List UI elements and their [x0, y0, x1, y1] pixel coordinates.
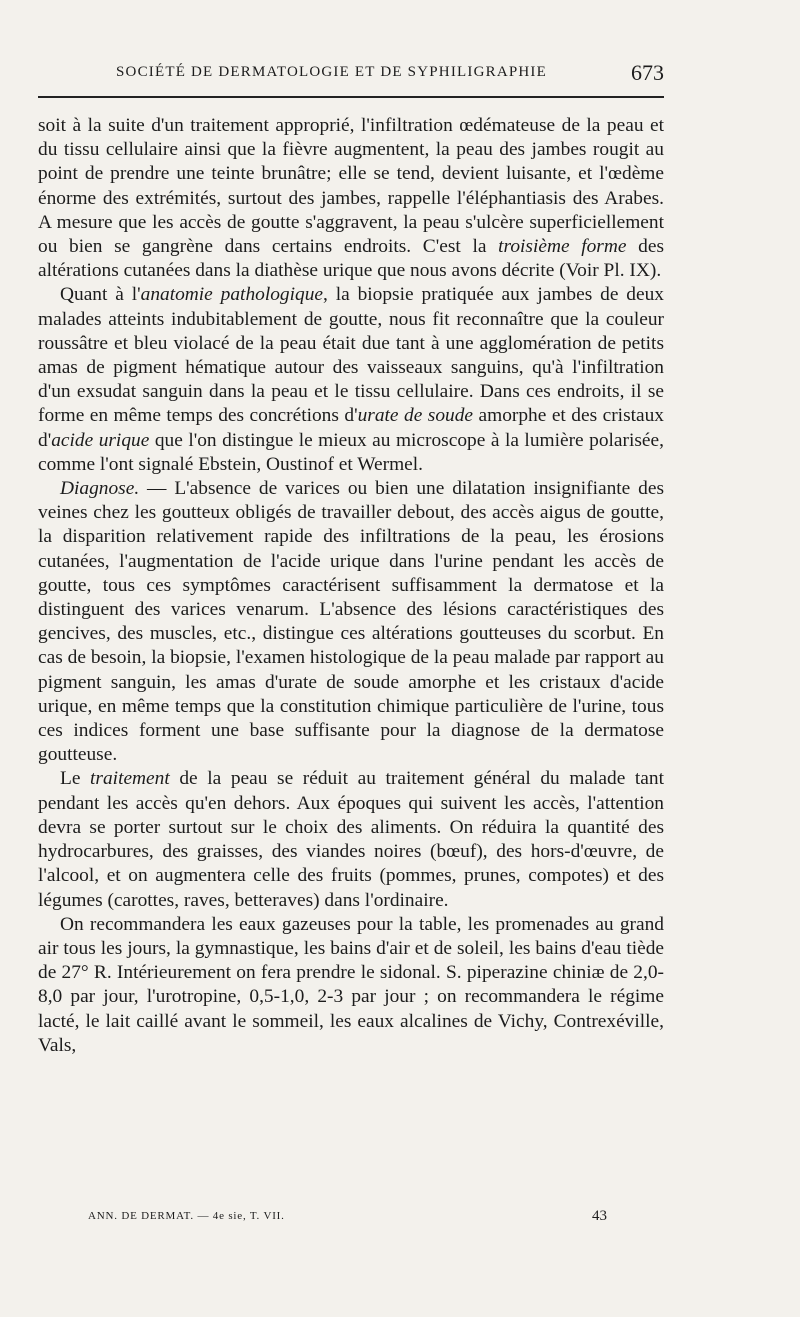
- italic-text: anatomie pathologique: [140, 284, 323, 306]
- sheet-number: 43: [592, 1208, 607, 1224]
- text-run: Le: [60, 768, 91, 790]
- paragraph-recommandations: [38, 913, 664, 1058]
- text-run: amorphe et des cristaux d': [38, 405, 665, 451]
- text-run: de la peau se réduit au traitement général du malade tant pendant les accès qu'en dehors. Aux époques qui suivent les accès, l'attention devra se porter surtout sur le choix des aliments. On réduira la quantité des hydrocarbures, des graisses, des viandes noires (bœuf), des hors-d'œuvre, de l'alcool, et on augmentera celle des fruits (pommes, prunes, compotes) et des légumes (carottes, raves, betteraves) dans l'ordinaire.: [38, 768, 664, 911]
- text-run: , la biopsie pratiquée aux jambes de deux malades atteints indubitablement de goutte, nous fit reconnaître que la couleur roussâtre et bleu violacé de la peau était due tant à une agglomération de petits amas de pigment hématique autour des vaisseaux sanguins, qu'à l'infiltration d'un exsudat sanguin dans la peau et le tissu cellulaire. Dans ces endroits, il se forme en même temps des concrétions d': [38, 284, 664, 427]
- italic-text: urate de soude: [357, 405, 474, 427]
- header-rule: [38, 96, 664, 98]
- paragraph-traitement: [38, 767, 664, 912]
- italic-text: Diagnose.: [60, 478, 140, 500]
- text-run: soit à la suite d'un traitement approprié, l'infiltration œdémateuse de la peau et du tissu cellulaire ainsi que la fièvre augmentent, la peau des jambes rougit au point de prendre une teinte brunâtre; elle se tend, devient luisante, et l'œdème énorme des extrémités, surtout des jambes, rappelle l'éléphantiasis des Arabes. A mesure que les accès de goutte s'aggravent, la peau s'ulcère superficiellement ou bien se gangrène dans certains endroits. C'est la: [38, 115, 664, 258]
- text-run: des altérations cutanées dans la diathèse urique que nous avons décrite (Voir Pl. IX).: [38, 236, 664, 282]
- running-title: SOCIÉTÉ DE DERMATOLOGIE ET DE SYPHILIGRAPHIE: [116, 64, 547, 80]
- paragraph-1: [38, 114, 664, 283]
- text-run: On recommandera les eaux gazeuses pour la table, les promenades au grand air tous les jours, la gymnastique, les bains d'air et de soleil, les bains d'eau tiède de 27° R. Intérieurement on fera prendre le sidonal. S. piperazine chiniæ de 2,0-8,0 par jour, l'urotropine, 0,5-1,0, 2-3 par jour ; on recommandera le régime lacté, le lait caillé avant le sommeil, les eaux alcalines de Vichy, Contrexéville, Vals,: [38, 913, 664, 1056]
- footer-signature: ANN. DE DERMAT. — 4e sie, T. VII.: [88, 1210, 285, 1222]
- page-number: 673: [631, 60, 664, 85]
- text-run: Quant à l': [60, 284, 141, 306]
- text-run: — L'absence de varices ou bien une dilatation insignifiante des veines chez les goutteux obligés de travailler debout, des accès aigus de goutte, la disparition relativement rapide des infiltrations de la peau, les érosions cutanées, l'augmentation de l'acide urique dans l'urine pendant les accès de goutte, tous ces symptômes caractérisent suffisamment la dermatose et la distinguent des varices venarum. L'absence des lésions caractéristiques des gencives, des muscles, etc., distingue ces altérations goutteuses du scorbut. En cas de besoin, la biopsie, l'examen histologique de la peau malade par rapport au pigment sanguin, les amas d'urate de soude amorphe et les cristaux d'acide urique, en même temps que la constitution chimique particulière de l'urine, tous ces indices forment une base suffisante pour la diagnose de la dermatose goutteuse.: [38, 478, 664, 766]
- italic-text: acide urique: [51, 429, 150, 451]
- italic-text: troisième forme: [498, 236, 627, 258]
- text-run: que l'on distingue le mieux au microscope à la lumière polarisée, comme l'ont signalé Ebstein, Oustinof et Wermel.: [38, 429, 664, 475]
- body-text: [38, 114, 664, 1058]
- paragraph-2: [38, 283, 664, 477]
- italic-text: traitement: [90, 768, 170, 790]
- page-header: [38, 58, 664, 88]
- paragraph-diagnose: [38, 477, 664, 767]
